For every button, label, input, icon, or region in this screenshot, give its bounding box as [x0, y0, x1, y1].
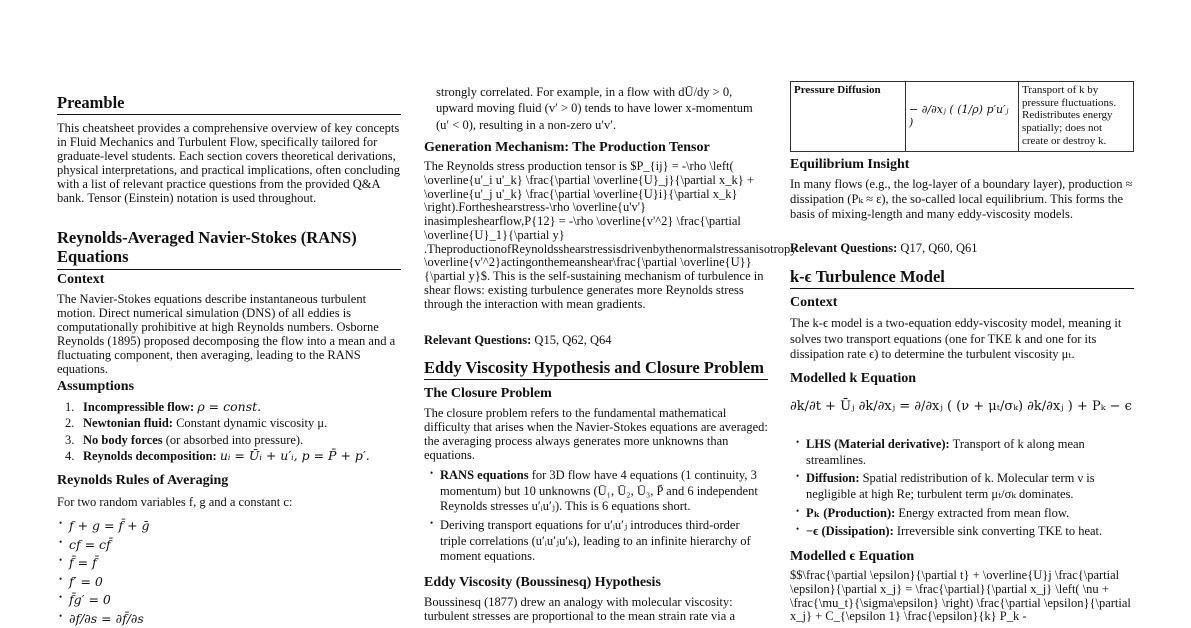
ke-context-text: The k-ϵ model is a two-equation eddy-viscosity model, meaning it solves two transport equations (one for TKE k and one for its dissipation rate ϵ) to determine the turbulent viscosity μₜ. [790, 316, 1134, 363]
table-cell-term: Pressure Diffusion [791, 82, 906, 152]
eddy-viscosity-title: Eddy Viscosity Hypothesis and Closure Problem [424, 358, 768, 380]
k-term-item: • −ϵ (Dissipation): Irreversible sink converting TKE to heat. [794, 524, 1134, 540]
preamble-title: Preamble [57, 93, 401, 115]
table-row [791, 82, 1134, 152]
rans-title: Reynolds-Averaged Navier-Stokes (RANS) Equations [57, 228, 401, 270]
rules-intro: For two random variables f, g and a constant c: [57, 495, 401, 509]
rule-item: • f̄ = f̄ [57, 554, 257, 573]
equilibrium-title: Equilibrium Insight [790, 157, 909, 174]
relevant-questions-1: Relevant Questions: Q15, Q62, Q64 [424, 333, 768, 347]
relevant-questions-2: Relevant Questions: Q17, Q60, Q61 [790, 241, 1134, 255]
modelled-k-title: Modelled k Equation [790, 371, 916, 388]
k-term-item: • LHS (Material derivative): Transport of k along mean streamlines. [794, 437, 1134, 468]
assumption-item: 2. Newtonian fluid: Constant dynamic viscosity μ. [57, 415, 401, 431]
closure-title: The Closure Problem [424, 386, 552, 403]
closure-text: The closure problem refers to the fundamental mathematical difficulty that arises when the Navier-Stokes equations are averaged: the averaging process always generates more unknowns than equations. [424, 406, 768, 462]
table-cell-expr: − ∂/∂xⱼ ( (1/ρ) p′u′ⱼ ) [906, 82, 1019, 152]
k-term-item: • Diffusion: Spatial redistribution of k. Molecular term ν is negligible at high Re; turbulent term μₜ/σₖ dominates. [794, 471, 1134, 502]
modelled-k-list [794, 437, 1134, 540]
ke-context-title: Context [790, 295, 837, 312]
equilibrium-text: In many flows (e.g., the log-layer of a boundary layer), production ≈ dissipation (Pₖ ≈ ε), the so-called local equilibrium. This forms the basis of mixing-length and many eddy-viscosity models. [790, 177, 1134, 222]
modelled-epsilon-title: Modelled ϵ Equation [790, 549, 914, 566]
assumption-item: 4. Reynolds decomposition: uᵢ = Ūᵢ + u′ᵢ, p = P̄ + p′. [57, 448, 401, 464]
modelled-epsilon-text: $$\frac{\partial \epsilon}{\partial t} + \overline{U}j \frac{\partial \epsilon}{\partial x_j} = \frac{\partial}{\partial x_j} \left( \nu + \frac{\mu_t}{\sigma\epsilon} \right) \frac{\partial \epsilon}{\partial x_j} + C_{\epsilon 1} \frac{\epsilon}{k} P_k - [790, 569, 1134, 624]
table-cell-desc: Transport of k by pressure fluctuations. Redistributes energy spatially; does not create or destroy k. [1019, 82, 1134, 152]
assumptions-list [57, 399, 401, 464]
assumptions-title: Assumptions [57, 379, 134, 396]
rule-item: • f̄g′ = 0 [57, 591, 257, 610]
k-epsilon-title: k-ϵ Turbulence Model [790, 267, 1134, 289]
closure-list [428, 468, 768, 565]
rule-item: • cf = cf̄ [57, 536, 257, 555]
modelled-k-equation: ∂k/∂t + Ūⱼ ∂k/∂xⱼ = ∂/∂xⱼ ( (ν + μₜ/σₖ) ∂k/∂xⱼ ) + Pₖ − ϵ [790, 400, 1134, 415]
rule-item: • f′ = 0 [57, 573, 257, 592]
boussinesq-text: Boussinesq (1877) drew an analogy with molecular viscosity: turbulent stresses are proportional to the mean strain rate via a [424, 595, 768, 623]
rule-item: • f + g = f̄ + ḡ [57, 517, 257, 536]
rule-item: • ∂f/∂s = ∂f̄/∂s [57, 610, 257, 628]
assumption-item: 1. Incompressible flow: ρ = const. [57, 399, 401, 415]
assumption-item: 3. No body forces (or absorbed into pressure). [57, 432, 401, 448]
rules-list [57, 517, 257, 628]
preamble-text: This cheatsheet provides a comprehensive overview of key concepts in Fluid Mechanics and Turbulent Flow, specifically tailored for graduate-level students. Each section covers theoretical derivations, physical interpretations, and practical implications, often concluding with a list of relevant practice questions from the provided Q&A bank. Tensor (Einstein) notation is used throughout. [57, 121, 401, 205]
correlation-text: strongly correlated. For example, in a flow with dŪ/dy > 0, upward moving fluid (v′ > 0) tends to have lower x-momentum (u′ < 0), resulting in a non-zero u′v′. [436, 84, 768, 133]
generation-title: Generation Mechanism: The Production Tensor [424, 140, 710, 157]
tke-budget-table [790, 81, 1134, 152]
generation-text: The Reynolds stress production tensor is $P_{ij} = -\rho \left( \overline{u'_i u'_k} \frac{\partial \overline{U}_j}{\partial x_k} + \overline{u'_j u'_k} \frac{\partial \overline{U}i}{\partial x_k} \right).Fortheshearstress-\rho \overline{u'v'} inasimpleshearflow,P{12} = -\rho \overline{v'^2} \frac{\partial \overline{U}_1}{\partial y} .TheproductionofReynoldsshearstressisdrivenbythenormalstressanisotropy \overline{v'^2}actingonthemeanshear\frac{\partial \overline{U}}{\partial y}$. This is the self-sustaining mechanism of turbulence in shear flows: existing turbulence generates more Reynolds stress through the interaction with mean gradients. [424, 160, 768, 311]
k-term-item: • Pₖ (Production): Energy extracted from mean flow. [794, 506, 1134, 522]
rules-title: Reynolds Rules of Averaging [57, 473, 228, 490]
context-title: Context [57, 272, 104, 289]
boussinesq-title: Eddy Viscosity (Boussinesq) Hypothesis [424, 575, 661, 592]
closure-item: • Deriving transport equations for u′ᵢu′ⱼ introduces third-order triple correlations (u′ᵢu′ⱼu′ₖ), leading to an infinite hierarchy of moment equations. [428, 518, 768, 565]
context-text: The Navier-Stokes equations describe instantaneous turbulent motion. Direct numerical simulation (DNS) of all eddies is computationally prohibitive at high Reynolds numbers. Osborne Reynolds (1895) proposed decomposing the flow into a mean and a fluctuating component, then averaging, leading to the RANS equations. [57, 292, 401, 376]
closure-item: • RANS equations for 3D flow have 4 equations (1 continuity, 3 momentum) but 10 unknowns (Ū₁, Ū₂, Ū₃, P̄ and 6 independent Reynolds stresses u′ᵢu′ⱼ). This is 6 equations short. [428, 468, 768, 515]
